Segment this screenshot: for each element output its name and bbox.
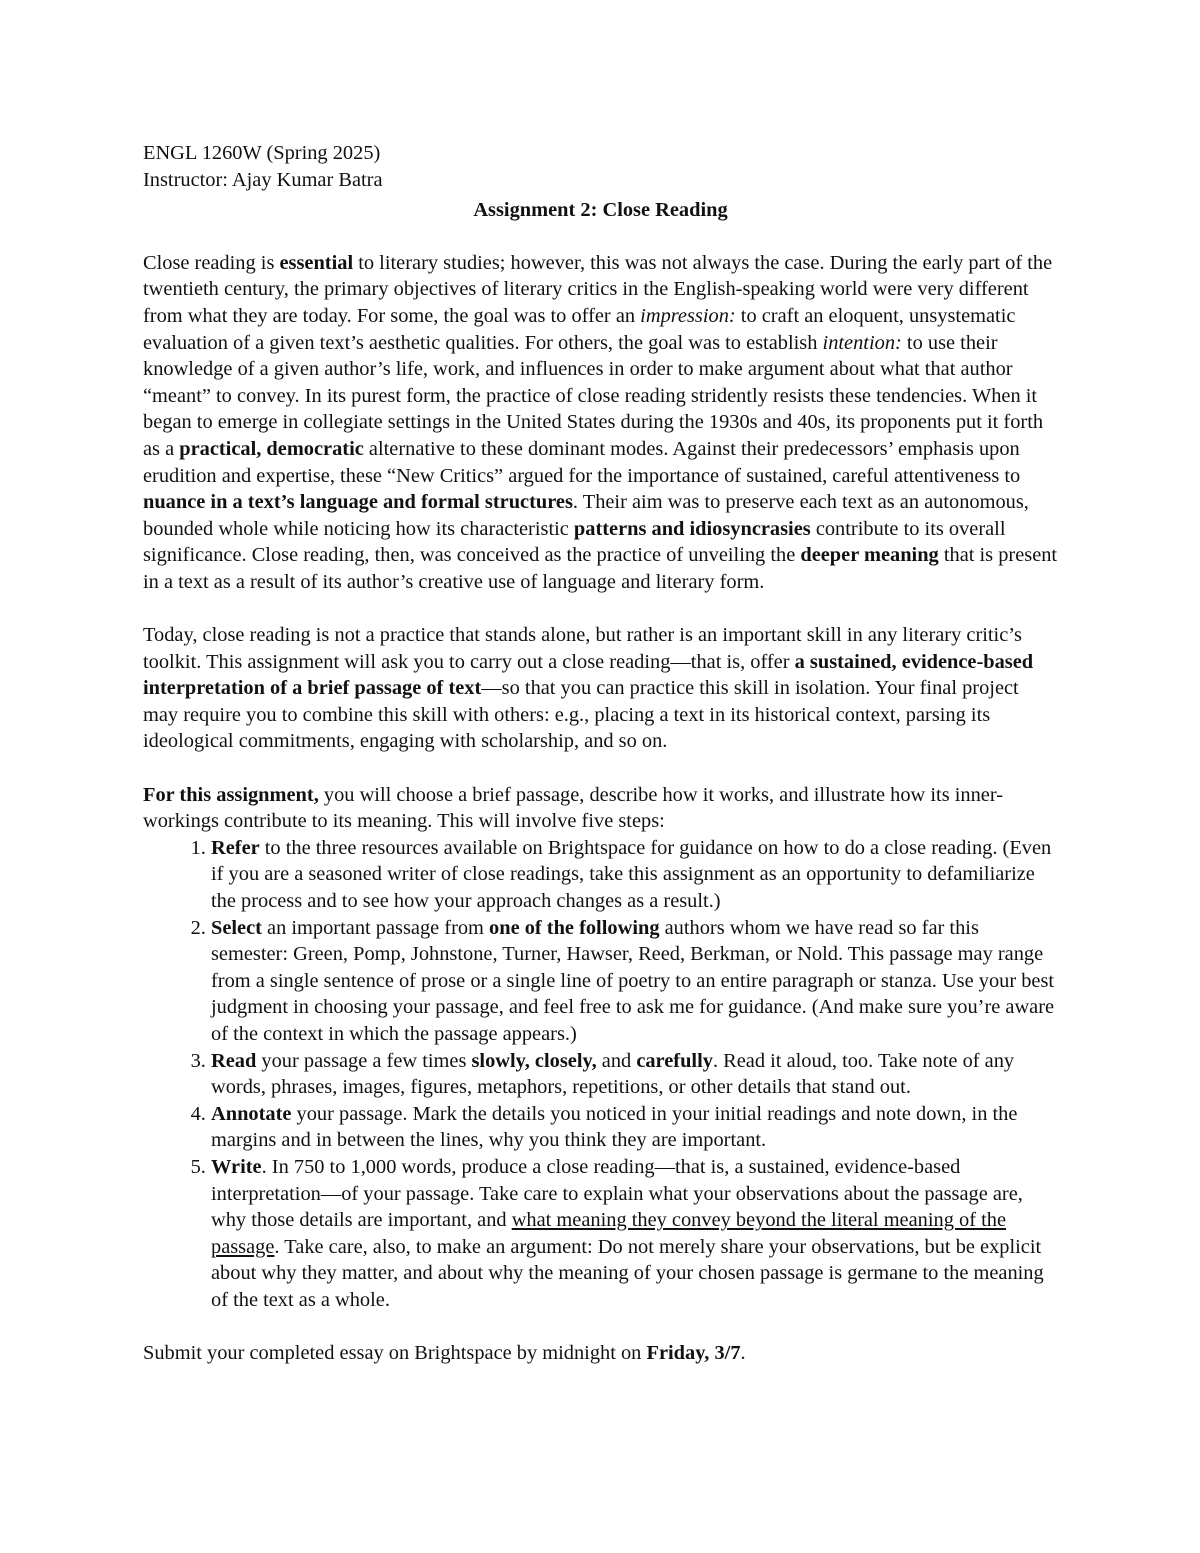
text-run: . Take care, also, to make an argument: Do not merely share your observations, but be explicit about why they matter, and about why the meaning of your chosen passage is germane to the meaning of the text as a whole. bbox=[211, 1235, 1044, 1311]
bold-run: nuance in a text’s language and formal structures bbox=[143, 491, 573, 514]
bold-run: a sustained, evidence-based interpretation of a brief passage of text bbox=[143, 650, 1034, 700]
text-run: Submit your completed essay on Brightspace by midnight on bbox=[143, 1342, 647, 1365]
assignment-paragraph bbox=[143, 782, 1058, 835]
bold-run: For this assignment, bbox=[143, 783, 319, 806]
text-run: to craft an eloquent, unsystematic evaluation of a given text’s aesthetic qualities. For others, the goal was to establish bbox=[143, 304, 1016, 354]
text-run: contribute to its overall significance. Close reading, then, was conceived as the practice of unveiling the bbox=[143, 517, 1006, 567]
submit-line bbox=[143, 1340, 1058, 1367]
assignment-title: Assignment 2: Close Reading bbox=[473, 199, 728, 222]
text-run: Close reading is bbox=[143, 251, 280, 274]
text-run: an important passage from bbox=[261, 916, 490, 939]
due-date: Friday, 3/7 bbox=[646, 1342, 741, 1365]
text-run: —so that you can practice this skill in isolation. Your final project may require you to combine this skill with others: e.g., placing a text in its historical context, parsing its ideological commitments, engaging with scholarship, and so on. bbox=[143, 677, 1019, 753]
text-run: and bbox=[596, 1049, 637, 1072]
bold-run: patterns and idiosyncrasies bbox=[573, 517, 811, 540]
text-run: your passage a few times bbox=[256, 1049, 472, 1072]
italic-run: intention: bbox=[822, 331, 902, 354]
bold-run: carefully bbox=[636, 1049, 713, 1072]
text-run: you will choose a brief passage, describe how it works, and illustrate how its inner-workings contribute to its meaning. This will involve five steps: bbox=[143, 783, 1004, 833]
text-run: authors whom we have read so far this semester: Green, Pomp, Johnstone, Turner, Hawser, Reed, Berkman, or Nold. This passage may range from a single sentence of prose or a single line of poetry to an entire paragraph or stanza. Use your best judgment in choosing your passage, and feel free to ask me for guidance. (And make sure you’re aware of the context in which the passage appears.) bbox=[211, 916, 1055, 1045]
bold-run: deeper meaning bbox=[800, 544, 939, 567]
bold-run: Refer bbox=[211, 836, 260, 859]
text-run: alternative to these dominant modes. Against their predecessors’ emphasis upon erudition and expertise, these “New Critics” argued for the importance of sustained, careful attentiveness to bbox=[143, 437, 1021, 487]
step-select bbox=[211, 915, 1058, 1048]
text-run: that is present in a text as a result of its author’s creative use of language and literary form. bbox=[143, 544, 1058, 593]
bold-run: Annotate bbox=[211, 1102, 292, 1125]
text-run: your passage. Mark the details you noticed in your initial readings and note down, in the margins and in between the lines, why you think they are important. bbox=[211, 1102, 1018, 1152]
step-annotate bbox=[211, 1101, 1058, 1154]
instructor-line: Instructor: Ajay Kumar Batra bbox=[143, 168, 383, 191]
toolkit-paragraph bbox=[143, 622, 1058, 755]
bold-run: one of the following bbox=[489, 916, 660, 939]
bold-run: practical, democratic bbox=[179, 437, 364, 460]
step-write bbox=[211, 1154, 1058, 1314]
course-heading: ENGL 1260W (Spring 2025) bbox=[143, 142, 381, 164]
bold-run: slowly, closely, bbox=[471, 1049, 597, 1072]
intro-paragraph bbox=[143, 250, 1058, 596]
text-run: Today, close reading is not a practice that stands alone, but rather is an important skill in any literary critic’s toolkit. This assignment will ask you to carry out a close reading—that is, offer bbox=[143, 624, 1022, 673]
document-page bbox=[143, 140, 1058, 1393]
text-run: to literary studies; however, this was not always the case. During the early part of the twentieth century, the primary objectives of literary critics in the English-speaking world were very different from what they are today. For some, the goal was to offer an bbox=[143, 251, 1053, 327]
text-run: . Read it aloud, too. Take note of any words, phrases, images, figures, metaphors, repetitions, or other details that stand out. bbox=[211, 1049, 1015, 1099]
text-run: to use their knowledge of a given author’s life, work, and influences in order to make argument about what that author “meant” to convey. In its purest form, the practice of close reading stridently resists these tendencies. When it began to emerge in collegiate settings in the United States during the 1930s and 40s, its proponents put it forth as a bbox=[143, 331, 1044, 460]
steps-list bbox=[143, 835, 1058, 1314]
bold-run: essential bbox=[279, 251, 354, 274]
italic-run: impression: bbox=[640, 304, 736, 327]
step-read bbox=[211, 1048, 1058, 1101]
text-run: . bbox=[740, 1342, 746, 1365]
underlined-run: what meaning they convey beyond the literal meaning of the passage bbox=[211, 1209, 1007, 1258]
text-run: to the three resources available on Brightspace for guidance on how to do a close reading. (Even if you are a seasoned writer of close readings, take this assignment as an opportunity to defamiliarize the process and to see how your approach changes as a result.) bbox=[211, 836, 1052, 913]
bold-run: Read bbox=[211, 1049, 257, 1072]
text-run: . Their aim was to preserve each text as an autonomous, bounded whole while noticing how its characteristic bbox=[143, 491, 1029, 540]
step-refer bbox=[211, 835, 1058, 915]
text-run: . In 750 to 1,000 words, produce a close reading—that is, a sustained, evidence-based interpretation—of your passage. Take care to explain what your observations about the passage are, why those details are important, and bbox=[211, 1155, 1023, 1232]
bold-run: Write bbox=[211, 1155, 262, 1178]
bold-run: Select bbox=[211, 916, 262, 939]
